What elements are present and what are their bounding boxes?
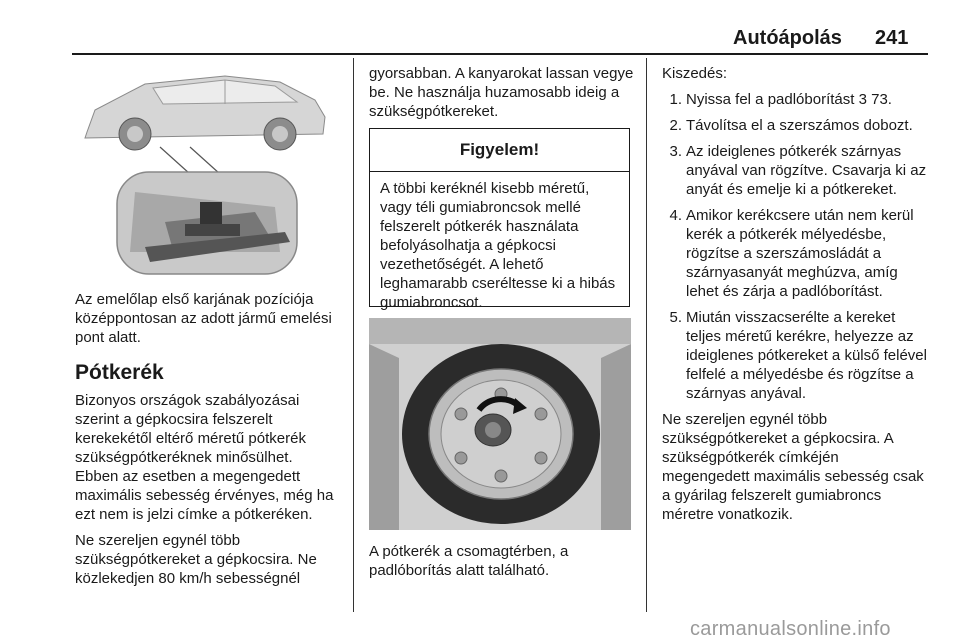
step-number: 3. bbox=[669, 143, 682, 160]
step-text: Távolítsa el a szerszámos dobozt. bbox=[686, 117, 913, 134]
step-number: 4. bbox=[669, 207, 682, 224]
figure-caption-lift: Az emelőlap első karjának pozíciója középpontosan az adott jármű emelési pont alatt. bbox=[75, 291, 332, 346]
middle-column-bottom bbox=[369, 542, 634, 587]
list-item bbox=[662, 206, 930, 301]
paragraph: Ne szereljen egynél több szükségpótkereket a gépkocsira. A szükségpótkerék címkéjén megengedett maximális sebesség csak a gyárilag felszerelt gumiabroncs méretre vonatkozik. bbox=[662, 411, 924, 523]
step-text: Nyissa fel a padlóborítást 3 73. bbox=[686, 91, 892, 108]
column-divider-2 bbox=[646, 58, 647, 612]
paragraph: Bizonyos országok szabályozásai szerint a gépkocsira felszerelt kerekekétől eltérő méretű pótkerék szükségpótkeréknek minősülhet. Ebben az esetben a megengedett maximális sebesség érvényes, még ha ezt nem is jelzi címke a pótkeréken. bbox=[75, 392, 334, 523]
header-rule bbox=[72, 53, 928, 55]
paragraph: Ne szereljen egynél több szükségpótkereket a gépkocsira. Ne közlekedjen 80 km/h sebességnél bbox=[75, 532, 317, 587]
running-header-title: Autóápolás bbox=[733, 27, 842, 49]
notice-box bbox=[369, 128, 630, 311]
figure-caption-spare-wheel: A pótkerék a csomagtérben, a padlóborítás alatt található. bbox=[369, 543, 569, 579]
step-text: Amikor kerékcsere után nem kerül kerék a pótkerék mélyedésbe, rögzítse a szerszámosládát a szárnyasanyát meghúzva, amíg lehet és zárja a padlóborítást. bbox=[686, 207, 914, 300]
step-number: 2. bbox=[669, 117, 682, 134]
left-column bbox=[75, 290, 340, 595]
page-number: 241 bbox=[875, 27, 909, 49]
step-text: Miután visszacserélte a kereket teljes méretű kerékre, helyezze az ideiglenes pótkereket a külső felével felfelé a mélyedésbe és rögzítse a szárnyas anyával. bbox=[686, 309, 927, 402]
middle-column-top bbox=[369, 64, 634, 128]
list-intro: Kiszedés: bbox=[662, 65, 728, 82]
spare-wheel-illustration bbox=[369, 318, 631, 530]
step-number: 5. bbox=[669, 309, 682, 326]
section-heading: Pótkerék bbox=[75, 361, 164, 384]
step-text: Az ideiglenes pótkerék szárnyas anyával van rögzítve. Csavarja ki az anyát és emelje ki a pótkereket. bbox=[686, 143, 927, 198]
watermark: carmanualsonline.info bbox=[690, 618, 891, 640]
right-column bbox=[662, 64, 930, 531]
list-item bbox=[662, 308, 930, 403]
list-item bbox=[662, 116, 930, 135]
car-lift-illustration bbox=[75, 62, 340, 280]
list-item bbox=[662, 90, 930, 109]
list-item bbox=[662, 142, 930, 199]
column-divider-1 bbox=[353, 58, 354, 612]
paragraph: gyorsabban. A kanyarokat lassan vegye be. Ne használja huzamosabb ideig a szükségpótkereket. bbox=[369, 65, 634, 120]
notice-body: A többi keréknél kisebb méretű, vagy téli gumiabroncsok mellé felszerelt pótkerék használata befolyásolhatja a gépkocsi vezethetőségét. A lehető leghamarabb cseréltesse ki a hibás gumiabroncsot. bbox=[380, 180, 616, 311]
notice-title: Figyelem! bbox=[370, 129, 629, 172]
removal-steps-list bbox=[662, 90, 930, 403]
step-number: 1. bbox=[669, 91, 682, 108]
